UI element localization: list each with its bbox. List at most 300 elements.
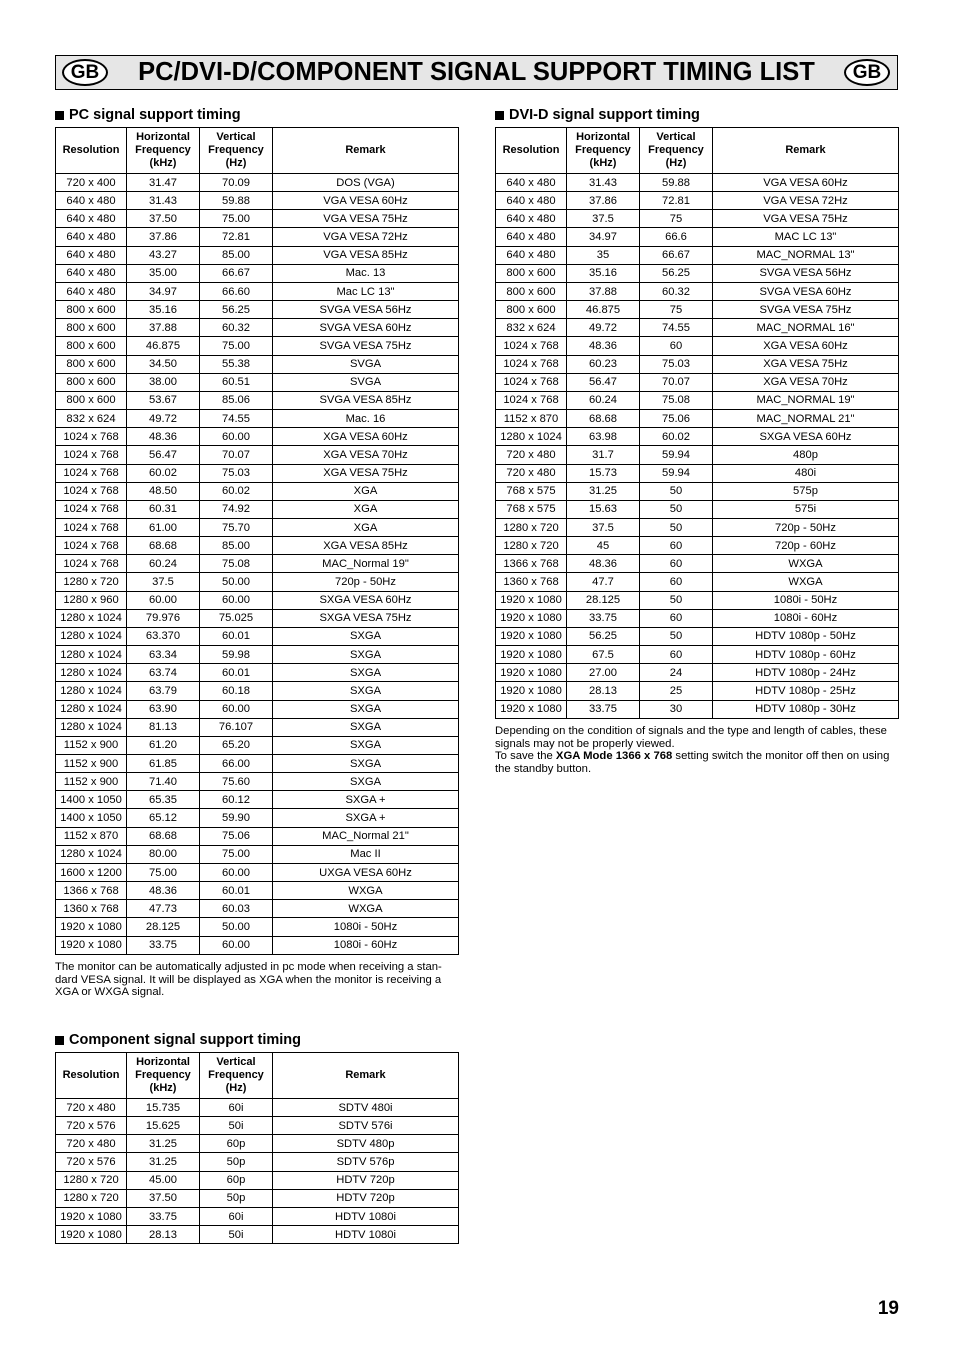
horizontal-frequency-cell: 48.36 xyxy=(567,555,640,573)
horizontal-frequency-cell: 63.90 xyxy=(127,701,200,719)
vertical-frequency-cell: 59.94 xyxy=(640,465,713,483)
horizontal-frequency-cell: 56.47 xyxy=(567,374,640,392)
resolution-cell: 800 x 600 xyxy=(56,356,127,374)
vertical-frequency-cell: 75.70 xyxy=(200,519,273,537)
resolution-cell: 1280 x 1024 xyxy=(56,664,127,682)
remark-cell: XGA VESA 70Hz xyxy=(713,374,899,392)
resolution-cell: 640 x 480 xyxy=(496,174,567,192)
table-row xyxy=(56,337,459,355)
resolution-cell: 640 x 480 xyxy=(496,228,567,246)
table-row xyxy=(56,646,459,664)
table-row xyxy=(496,664,899,682)
resolution-cell: 640 x 480 xyxy=(56,192,127,210)
resolution-cell: 1024 x 768 xyxy=(56,446,127,464)
table-row xyxy=(56,392,459,410)
vertical-frequency-cell: 50i xyxy=(200,1226,273,1244)
resolution-cell: 1280 x 1024 xyxy=(56,610,127,628)
resolution-cell: 1400 x 1050 xyxy=(56,791,127,809)
column-header-remark: Remark xyxy=(713,128,899,174)
horizontal-frequency-cell: 60.00 xyxy=(127,592,200,610)
remark-cell: VGA VESA 60Hz xyxy=(273,192,459,210)
horizontal-frequency-cell: 56.47 xyxy=(127,446,200,464)
table-row xyxy=(496,682,899,700)
resolution-cell: 1280 x 720 xyxy=(56,573,127,591)
horizontal-frequency-cell: 37.5 xyxy=(567,210,640,228)
remark-cell: SXGA xyxy=(273,628,459,646)
horizontal-frequency-cell: 48.36 xyxy=(567,337,640,355)
horizontal-frequency-cell: 60.02 xyxy=(127,465,200,483)
remark-cell: HDTV 1080p - 50Hz xyxy=(713,628,899,646)
vertical-frequency-cell: 74.55 xyxy=(640,319,713,337)
remark-cell: XGA xyxy=(273,483,459,501)
horizontal-frequency-cell: 38.00 xyxy=(127,374,200,392)
remark-cell: XGA VESA 75Hz xyxy=(713,356,899,374)
remark-cell: XGA xyxy=(273,501,459,519)
horizontal-frequency-cell: 71.40 xyxy=(127,773,200,791)
horizontal-frequency-cell: 60.24 xyxy=(127,555,200,573)
remark-cell: HDTV 1080p - 30Hz xyxy=(713,701,899,719)
horizontal-frequency-cell: 27.00 xyxy=(567,664,640,682)
horizontal-frequency-cell: 63.74 xyxy=(127,664,200,682)
resolution-cell: 640 x 480 xyxy=(56,228,127,246)
vertical-frequency-cell: 50 xyxy=(640,501,713,519)
vertical-frequency-cell: 60.32 xyxy=(200,319,273,337)
table-row xyxy=(56,537,459,555)
pc-signal-timing-table xyxy=(55,127,459,955)
remark-cell: SDTV 480p xyxy=(273,1135,459,1153)
table-row xyxy=(56,501,459,519)
horizontal-frequency-cell: 35 xyxy=(567,247,640,265)
remark-cell: MAC_Normal 19" xyxy=(273,555,459,573)
resolution-cell: 720 x 480 xyxy=(496,446,567,464)
vertical-frequency-cell: 60 xyxy=(640,610,713,628)
vertical-frequency-cell: 66.6 xyxy=(640,228,713,246)
language-badge-left: GB xyxy=(62,59,108,86)
horizontal-frequency-cell: 15.735 xyxy=(127,1099,200,1117)
column-header-resolution: Resolution xyxy=(56,1053,127,1099)
remark-cell: HDTV 1080i xyxy=(273,1226,459,1244)
horizontal-frequency-cell: 43.27 xyxy=(127,247,200,265)
resolution-cell: 1024 x 768 xyxy=(56,465,127,483)
column-header-resolution: Resolution xyxy=(56,128,127,174)
remark-cell: DOS (VGA) xyxy=(273,174,459,192)
vertical-frequency-cell: 50.00 xyxy=(200,918,273,936)
table-row xyxy=(56,265,459,283)
resolution-cell: 1920 x 1080 xyxy=(56,918,127,936)
vertical-frequency-cell: 72.81 xyxy=(640,192,713,210)
remark-cell: WXGA xyxy=(713,573,899,591)
table-row xyxy=(56,610,459,628)
remark-cell: SXGA VESA 75Hz xyxy=(273,610,459,628)
remark-cell: Mac. 16 xyxy=(273,410,459,428)
remark-cell: VGA VESA 75Hz xyxy=(273,210,459,228)
vertical-frequency-cell: 50 xyxy=(640,519,713,537)
vertical-frequency-cell: 60.32 xyxy=(640,283,713,301)
remark-cell: 575p xyxy=(713,483,899,501)
horizontal-frequency-cell: 37.88 xyxy=(127,319,200,337)
remark-cell: HDTV 1080p - 24Hz xyxy=(713,664,899,682)
remark-cell: MAC_Normal 21" xyxy=(273,828,459,846)
horizontal-frequency-cell: 28.125 xyxy=(127,918,200,936)
resolution-cell: 1280 x 720 xyxy=(56,1172,127,1190)
remark-cell: SXGA xyxy=(273,701,459,719)
table-row xyxy=(496,356,899,374)
resolution-cell: 800 x 600 xyxy=(496,301,567,319)
vertical-frequency-cell: 74.92 xyxy=(200,501,273,519)
horizontal-frequency-cell: 53.67 xyxy=(127,392,200,410)
vertical-frequency-cell: 70.07 xyxy=(200,446,273,464)
vertical-frequency-cell: 85.06 xyxy=(200,392,273,410)
table-row xyxy=(496,483,899,501)
resolution-cell: 1024 x 768 xyxy=(496,337,567,355)
resolution-cell: 1920 x 1080 xyxy=(496,701,567,719)
remark-cell: XGA VESA 60Hz xyxy=(713,337,899,355)
remark-cell: SVGA xyxy=(273,356,459,374)
table-row xyxy=(496,301,899,319)
bullet-square-icon xyxy=(55,111,64,120)
column-header-horizontal-frequency: Horizontal Frequency (kHz) xyxy=(127,1053,200,1099)
remark-cell: XGA VESA 75Hz xyxy=(273,465,459,483)
table-row xyxy=(56,174,459,192)
table-row xyxy=(56,210,459,228)
horizontal-frequency-cell: 75.00 xyxy=(127,864,200,882)
vertical-frequency-cell: 60 xyxy=(640,573,713,591)
remark-cell: 1080i - 60Hz xyxy=(713,610,899,628)
vertical-frequency-cell: 85.00 xyxy=(200,247,273,265)
resolution-cell: 640 x 480 xyxy=(496,210,567,228)
remark-cell: 480i xyxy=(713,465,899,483)
vertical-frequency-cell: 24 xyxy=(640,664,713,682)
section-heading-dvi xyxy=(495,107,700,123)
table-row xyxy=(56,465,459,483)
remark-cell: 575i xyxy=(713,501,899,519)
note-line: the standby button. xyxy=(495,762,592,775)
vertical-frequency-cell: 59.98 xyxy=(200,646,273,664)
vertical-frequency-cell: 85.00 xyxy=(200,537,273,555)
horizontal-frequency-cell: 48.36 xyxy=(127,882,200,900)
table-row xyxy=(56,446,459,464)
vertical-frequency-cell: 75.06 xyxy=(640,410,713,428)
remark-cell: HDTV 720p xyxy=(273,1190,459,1208)
remark-cell: HDTV 720p xyxy=(273,1172,459,1190)
horizontal-frequency-cell: 37.50 xyxy=(127,210,200,228)
vertical-frequency-cell: 75 xyxy=(640,210,713,228)
vertical-frequency-cell: 75.03 xyxy=(640,356,713,374)
note-line: Depending on the condition of signals and the type and length of cables, these xyxy=(495,725,887,737)
vertical-frequency-cell: 75.06 xyxy=(200,828,273,846)
remark-cell: SDTV 480i xyxy=(273,1099,459,1117)
horizontal-frequency-cell: 33.75 xyxy=(127,1208,200,1226)
table-row xyxy=(496,465,899,483)
resolution-cell: 1152 x 900 xyxy=(56,737,127,755)
resolution-cell: 1280 x 1024 xyxy=(56,719,127,737)
resolution-cell: 1024 x 768 xyxy=(56,428,127,446)
table-row xyxy=(496,592,899,610)
horizontal-frequency-cell: 31.43 xyxy=(567,174,640,192)
note-line xyxy=(495,750,889,763)
resolution-cell: 720 x 576 xyxy=(56,1117,127,1135)
vertical-frequency-cell: 56.25 xyxy=(640,265,713,283)
vertical-frequency-cell: 50.00 xyxy=(200,573,273,591)
table-row xyxy=(56,301,459,319)
vertical-frequency-cell: 25 xyxy=(640,682,713,700)
horizontal-frequency-cell: 48.36 xyxy=(127,428,200,446)
note-text: setting switch the monitor off then on using xyxy=(672,750,890,763)
table-row xyxy=(56,809,459,827)
table-row xyxy=(496,210,899,228)
table-row xyxy=(496,701,899,719)
table-row xyxy=(496,247,899,265)
resolution-cell: 640 x 480 xyxy=(56,247,127,265)
remark-cell: VGA VESA 75Hz xyxy=(713,210,899,228)
vertical-frequency-cell: 75.00 xyxy=(200,337,273,355)
horizontal-frequency-cell: 68.68 xyxy=(127,828,200,846)
vertical-frequency-cell: 75 xyxy=(640,301,713,319)
resolution-cell: 1280 x 720 xyxy=(496,519,567,537)
remark-cell: SXGA VESA 60Hz xyxy=(713,428,899,446)
table-row xyxy=(56,483,459,501)
horizontal-frequency-cell: 46.875 xyxy=(567,301,640,319)
horizontal-frequency-cell: 47.73 xyxy=(127,900,200,918)
table-row xyxy=(496,555,899,573)
horizontal-frequency-cell: 80.00 xyxy=(127,846,200,864)
horizontal-frequency-cell: 37.88 xyxy=(567,283,640,301)
remark-cell: SXGA + xyxy=(273,809,459,827)
table-row xyxy=(56,773,459,791)
horizontal-frequency-cell: 31.7 xyxy=(567,446,640,464)
table-row xyxy=(56,356,459,374)
dvi-signal-timing-table xyxy=(495,127,899,719)
table-row xyxy=(496,392,899,410)
resolution-cell: 640 x 480 xyxy=(496,247,567,265)
table-row xyxy=(56,283,459,301)
resolution-cell: 1280 x 1024 xyxy=(56,628,127,646)
table-row xyxy=(56,755,459,773)
table-row xyxy=(56,319,459,337)
resolution-cell: 1280 x 960 xyxy=(56,592,127,610)
remark-cell: SXGA xyxy=(273,755,459,773)
table-row xyxy=(56,1190,459,1208)
vertical-frequency-cell: 59.88 xyxy=(640,174,713,192)
resolution-cell: 1600 x 1200 xyxy=(56,864,127,882)
remark-cell: MAC_NORMAL 13" xyxy=(713,247,899,265)
remark-cell: VGA VESA 72Hz xyxy=(273,228,459,246)
remark-cell: UXGA VESA 60Hz xyxy=(273,864,459,882)
resolution-cell: 832 x 624 xyxy=(496,319,567,337)
resolution-cell: 1152 x 870 xyxy=(56,828,127,846)
note-line: The monitor can be automatically adjusted in pc mode when receiving a stan- xyxy=(55,961,442,973)
table-row xyxy=(496,519,899,537)
vertical-frequency-cell: 66.67 xyxy=(640,247,713,265)
resolution-cell: 768 x 575 xyxy=(496,483,567,501)
section-heading-text: DVI-D signal support timing xyxy=(509,107,700,123)
table-row xyxy=(496,628,899,646)
horizontal-frequency-cell: 68.68 xyxy=(567,410,640,428)
table-row xyxy=(56,1135,459,1153)
vertical-frequency-cell: 60.18 xyxy=(200,682,273,700)
resolution-cell: 1024 x 768 xyxy=(56,483,127,501)
resolution-cell: 800 x 600 xyxy=(56,319,127,337)
horizontal-frequency-cell: 37.86 xyxy=(567,192,640,210)
column-header-horizontal-frequency: Horizontal Frequency (kHz) xyxy=(567,128,640,174)
table-row xyxy=(56,192,459,210)
resolution-cell: 800 x 600 xyxy=(56,392,127,410)
remark-cell: XGA VESA 60Hz xyxy=(273,428,459,446)
vertical-frequency-cell: 60.51 xyxy=(200,374,273,392)
resolution-cell: 1920 x 1080 xyxy=(496,610,567,628)
horizontal-frequency-cell: 67.5 xyxy=(567,646,640,664)
vertical-frequency-cell: 50 xyxy=(640,628,713,646)
resolution-cell: 1280 x 1024 xyxy=(56,682,127,700)
table-row xyxy=(496,319,899,337)
vertical-frequency-cell: 60.01 xyxy=(200,664,273,682)
resolution-cell: 1360 x 768 xyxy=(56,900,127,918)
horizontal-frequency-cell: 33.75 xyxy=(567,610,640,628)
vertical-frequency-cell: 56.25 xyxy=(200,301,273,319)
section-heading-pc xyxy=(55,107,241,123)
vertical-frequency-cell: 66.00 xyxy=(200,755,273,773)
vertical-frequency-cell: 60.00 xyxy=(200,428,273,446)
vertical-frequency-cell: 70.07 xyxy=(640,374,713,392)
vertical-frequency-cell: 59.88 xyxy=(200,192,273,210)
section-heading-text: Component signal support timing xyxy=(69,1032,301,1048)
remark-cell: 1080i - 50Hz xyxy=(273,918,459,936)
resolution-cell: 1024 x 768 xyxy=(56,519,127,537)
remark-cell: XGA xyxy=(273,519,459,537)
table-row xyxy=(56,228,459,246)
resolution-cell: 1280 x 1024 xyxy=(56,701,127,719)
horizontal-frequency-cell: 45 xyxy=(567,537,640,555)
horizontal-frequency-cell: 61.85 xyxy=(127,755,200,773)
resolution-cell: 1920 x 1080 xyxy=(496,682,567,700)
remark-cell: WXGA xyxy=(273,882,459,900)
table-row xyxy=(496,446,899,464)
table-row xyxy=(56,791,459,809)
table-row xyxy=(56,628,459,646)
horizontal-frequency-cell: 34.97 xyxy=(567,228,640,246)
horizontal-frequency-cell: 35.16 xyxy=(567,265,640,283)
horizontal-frequency-cell: 81.13 xyxy=(127,719,200,737)
table-row xyxy=(56,682,459,700)
table-row xyxy=(56,664,459,682)
remark-cell: 1080i - 60Hz xyxy=(273,937,459,955)
table-row xyxy=(56,1099,459,1117)
horizontal-frequency-cell: 34.97 xyxy=(127,283,200,301)
remark-cell: Mac. 13 xyxy=(273,265,459,283)
table-row xyxy=(496,410,899,428)
table-row xyxy=(496,537,899,555)
note-line: signals may not be properly viewed. xyxy=(495,737,675,750)
horizontal-frequency-cell: 31.25 xyxy=(567,483,640,501)
resolution-cell: 800 x 600 xyxy=(56,301,127,319)
remark-cell: SVGA VESA 56Hz xyxy=(713,265,899,283)
table-row xyxy=(56,719,459,737)
remark-cell: 1080i - 50Hz xyxy=(713,592,899,610)
vertical-frequency-cell: 60.01 xyxy=(200,628,273,646)
column-header-resolution: Resolution xyxy=(496,128,567,174)
resolution-cell: 1024 x 768 xyxy=(56,537,127,555)
horizontal-frequency-cell: 37.5 xyxy=(567,519,640,537)
table-row xyxy=(496,646,899,664)
table-row xyxy=(56,592,459,610)
horizontal-frequency-cell: 79.976 xyxy=(127,610,200,628)
resolution-cell: 1280 x 1024 xyxy=(56,846,127,864)
table-row xyxy=(56,1117,459,1135)
vertical-frequency-cell: 59.94 xyxy=(640,446,713,464)
vertical-frequency-cell: 50 xyxy=(640,483,713,501)
horizontal-frequency-cell: 34.50 xyxy=(127,356,200,374)
bullet-square-icon xyxy=(495,111,504,120)
vertical-frequency-cell: 60 xyxy=(640,337,713,355)
resolution-cell: 720 x 576 xyxy=(56,1153,127,1171)
vertical-frequency-cell: 75.08 xyxy=(640,392,713,410)
table-row xyxy=(56,519,459,537)
remark-cell: SXGA xyxy=(273,773,459,791)
resolution-cell: 800 x 600 xyxy=(496,265,567,283)
resolution-cell: 640 x 480 xyxy=(56,283,127,301)
resolution-cell: 1920 x 1080 xyxy=(496,646,567,664)
vertical-frequency-cell: 55.38 xyxy=(200,356,273,374)
resolution-cell: 1280 x 720 xyxy=(56,1190,127,1208)
table-row xyxy=(56,737,459,755)
horizontal-frequency-cell: 46.875 xyxy=(127,337,200,355)
remark-cell: SXGA + xyxy=(273,791,459,809)
remark-cell: 720p - 50Hz xyxy=(273,573,459,591)
resolution-cell: 1024 x 768 xyxy=(56,555,127,573)
vertical-frequency-cell: 50p xyxy=(200,1190,273,1208)
horizontal-frequency-cell: 37.50 xyxy=(127,1190,200,1208)
vertical-frequency-cell: 65.20 xyxy=(200,737,273,755)
remark-cell: 480p xyxy=(713,446,899,464)
page-number: 19 xyxy=(877,1298,899,1319)
horizontal-frequency-cell: 65.12 xyxy=(127,809,200,827)
resolution-cell: 1920 x 1080 xyxy=(496,592,567,610)
horizontal-frequency-cell: 61.20 xyxy=(127,737,200,755)
vertical-frequency-cell: 74.55 xyxy=(200,410,273,428)
vertical-frequency-cell: 30 xyxy=(640,701,713,719)
resolution-cell: 640 x 480 xyxy=(56,265,127,283)
horizontal-frequency-cell: 28.13 xyxy=(127,1226,200,1244)
remark-cell: MAC_NORMAL 16" xyxy=(713,319,899,337)
note-line: dard VESA signal. It will be displayed as XGA when the monitor is receiving a xyxy=(55,973,442,986)
horizontal-frequency-cell: 35.16 xyxy=(127,301,200,319)
resolution-cell: 720 x 400 xyxy=(56,174,127,192)
vertical-frequency-cell: 50 xyxy=(640,592,713,610)
table-row xyxy=(56,555,459,573)
column-header-remark: Remark xyxy=(273,1053,459,1099)
remark-cell: HDTV 1080p - 60Hz xyxy=(713,646,899,664)
remark-cell: SXGA xyxy=(273,664,459,682)
horizontal-frequency-cell: 31.43 xyxy=(127,192,200,210)
vertical-frequency-cell: 70.09 xyxy=(200,174,273,192)
resolution-cell: 720 x 480 xyxy=(496,465,567,483)
table-row xyxy=(496,228,899,246)
vertical-frequency-cell: 75.025 xyxy=(200,610,273,628)
horizontal-frequency-cell: 35.00 xyxy=(127,265,200,283)
table-row xyxy=(56,428,459,446)
vertical-frequency-cell: 60.03 xyxy=(200,900,273,918)
vertical-frequency-cell: 60.00 xyxy=(200,937,273,955)
resolution-cell: 720 x 480 xyxy=(56,1099,127,1117)
vertical-frequency-cell: 60p xyxy=(200,1172,273,1190)
table-row xyxy=(56,918,459,936)
horizontal-frequency-cell: 49.72 xyxy=(567,319,640,337)
table-header-row xyxy=(496,128,899,174)
table-row xyxy=(496,610,899,628)
resolution-cell: 1366 x 768 xyxy=(496,555,567,573)
table-row xyxy=(496,501,899,519)
remark-cell: MAC LC 13" xyxy=(713,228,899,246)
